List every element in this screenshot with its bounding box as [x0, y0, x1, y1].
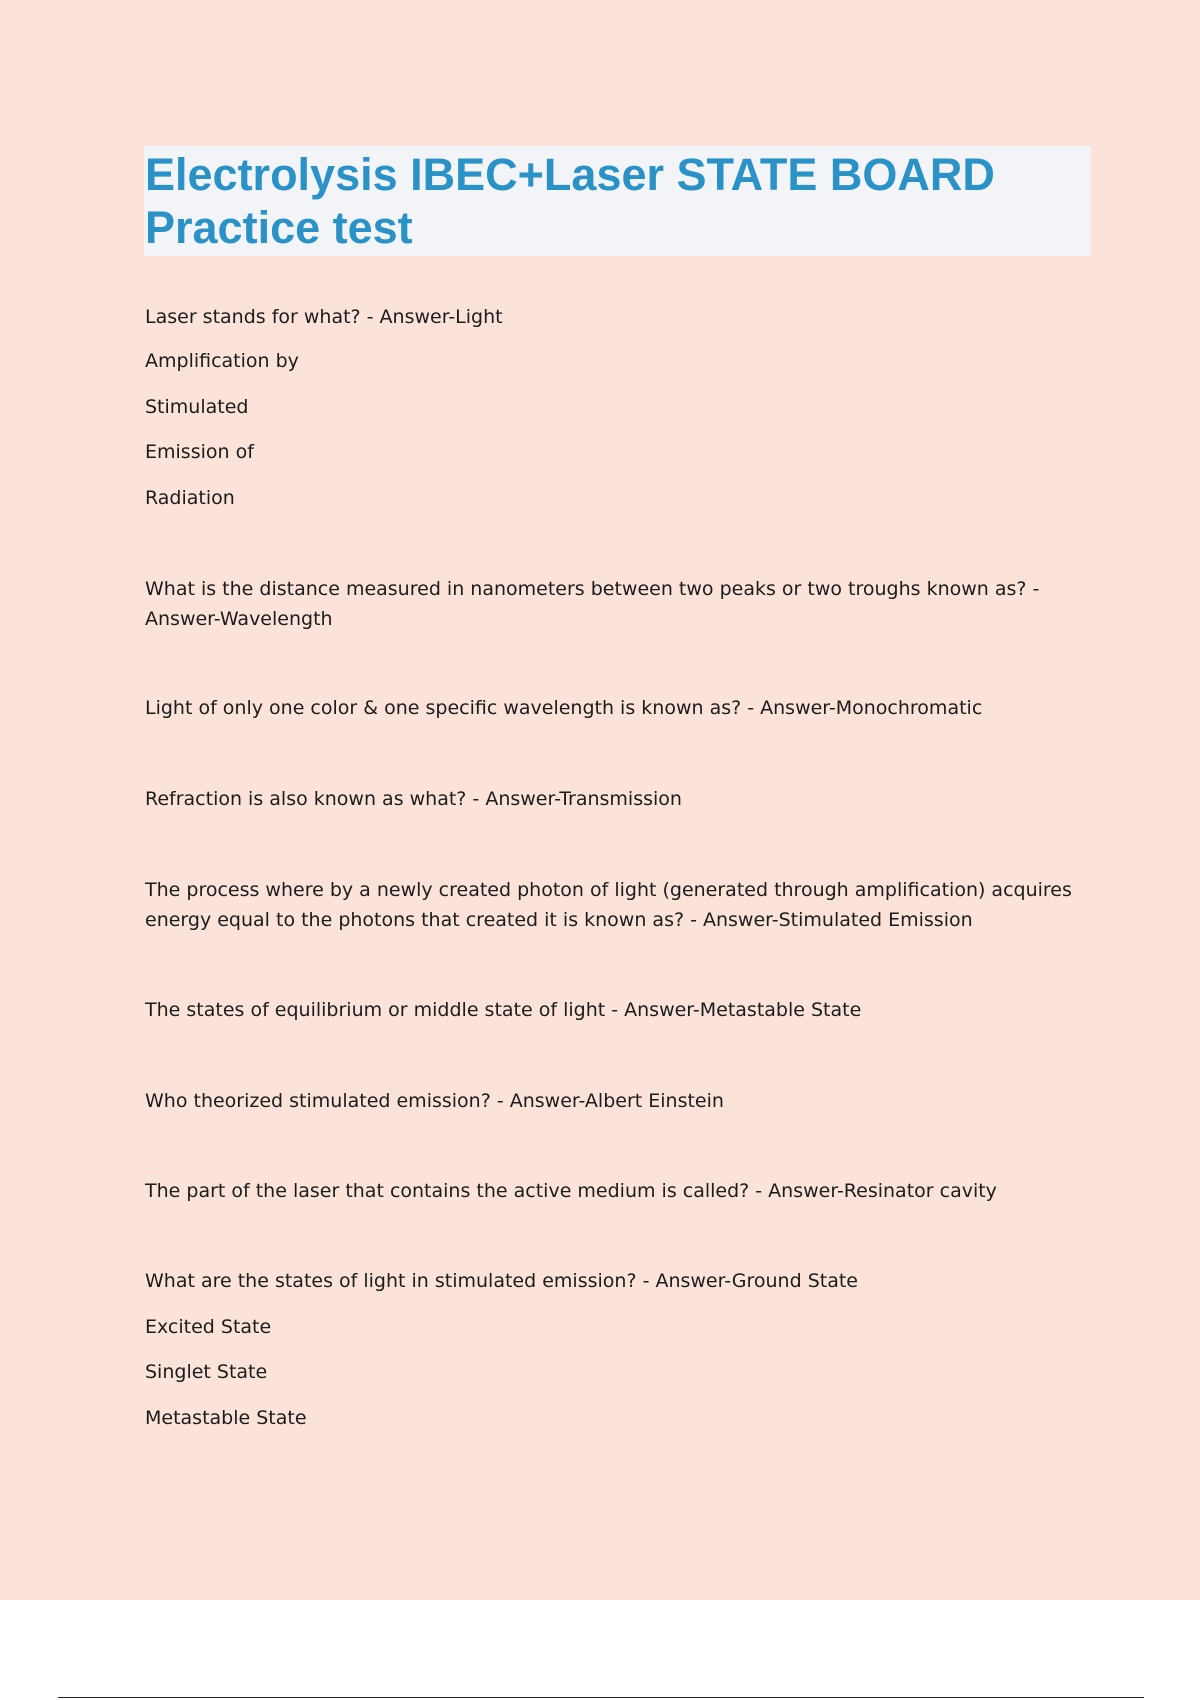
- qa-item-5: The process where by a newly created photon of light (generated through amplification) acquires energy equal to the photons that created it is known as? - Answer-Stimulated Emission: [145, 879, 1072, 931]
- qa-item-1-line-2: Amplification by: [145, 350, 299, 372]
- qa-item-8: The part of the laser that contains the active medium is called? - Answer-Resinator cavity: [145, 1180, 997, 1202]
- qa-item-3: Light of only one color & one specific wavelength is known as? - Answer-Monochromatic: [145, 697, 983, 719]
- qa-item-1-line-5: Radiation: [145, 487, 235, 509]
- document-title: [145, 148, 1085, 254]
- qa-item-9-line-3: Singlet State: [145, 1361, 268, 1383]
- qa-item-2: What is the distance measured in nanometers between two peaks or two troughs known as? - Answer-Wavelength: [145, 578, 1040, 630]
- footer-rule: [58, 1697, 1144, 1698]
- qa-item-1-line-3: Stimulated: [145, 396, 249, 418]
- qa-item-7: Who theorized stimulated emission? - Answer-Albert Einstein: [145, 1090, 724, 1112]
- qa-item-1: Laser stands for what? - Answer-Light: [145, 306, 503, 328]
- qa-item-4: Refraction is also known as what? - Answer-Transmission: [145, 788, 682, 810]
- title-line-2: Practice test: [145, 202, 413, 253]
- qa-item-9-line-4: Metastable State: [145, 1407, 307, 1429]
- qa-item-1-line-4: Emission of: [145, 441, 254, 463]
- title-line-1: Electrolysis IBEC+Laser STATE BOARD: [145, 149, 995, 200]
- qa-item-9-line-2: Excited State: [145, 1316, 272, 1338]
- qa-item-6: The states of equilibrium or middle state of light - Answer-Metastable State: [145, 999, 862, 1021]
- qa-item-9: What are the states of light in stimulated emission? - Answer-Ground State: [145, 1270, 858, 1292]
